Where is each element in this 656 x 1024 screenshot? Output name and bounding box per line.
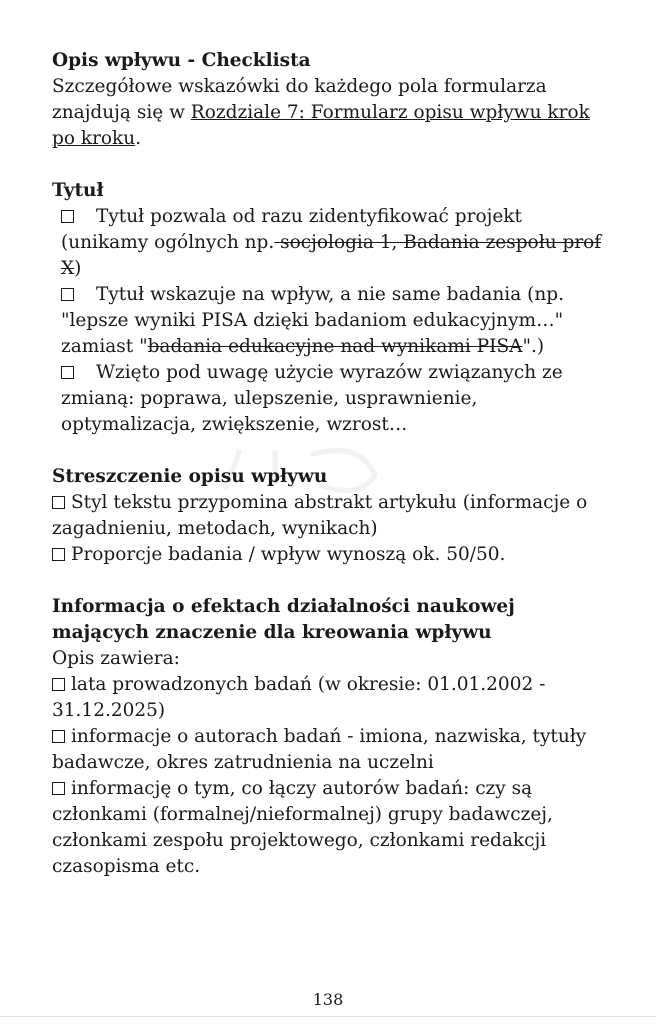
checkbox-icon[interactable] xyxy=(52,548,65,561)
checkbox-icon[interactable] xyxy=(52,730,65,743)
checklist-item: lata prowadzonych badań (w okresie: 01.01.2002 - 31.12.2025) xyxy=(52,674,546,721)
checkbox-icon[interactable] xyxy=(52,496,65,509)
section-streszczenie xyxy=(52,464,612,568)
checklist-item: informacje o autorach badań - imiona, nazwiska, tytuły badawcze, okres zatrudnienia na uczelni xyxy=(52,726,587,773)
checkbox-icon[interactable] xyxy=(61,210,74,223)
checkbox-icon[interactable] xyxy=(52,782,65,795)
section-title: Informacja o efektach działalności naukowej mających znaczenie dla kreowania wpływu xyxy=(52,596,515,643)
checklist-item: Styl tekstu przypomina abstrakt artykułu (informacje o zagadnieniu, metodach, wynikach) xyxy=(52,492,588,539)
page-number: 138 xyxy=(312,990,344,1009)
intro-paragraph: Szczegółowe wskazówki do każdego pola formularza znajdują się w Rozdziale 7: Formularz opisu wpływu krok po kroku. xyxy=(52,76,590,149)
document-page xyxy=(52,48,612,880)
chapter-link[interactable]: Rozdziale 7: Formularz opisu wpływu krok po kroku xyxy=(52,102,590,149)
section-title: Streszczenie opisu wpływu xyxy=(52,466,328,487)
section-title: Tytuł xyxy=(52,180,104,201)
section-title: Opis wpływu - Checklista xyxy=(52,50,311,71)
bottom-divider xyxy=(0,1016,656,1017)
checkbox-icon[interactable] xyxy=(61,366,74,379)
struck-example: badania edukacyjne nad wynikami PISA xyxy=(147,336,523,357)
lead-text: Opis zawiera: xyxy=(52,648,180,669)
section-informacja xyxy=(52,594,612,880)
struck-example: socjologia 1, Badania zespołu prof X xyxy=(61,232,602,279)
section-tytul xyxy=(52,178,612,438)
checkbox-icon[interactable] xyxy=(61,288,74,301)
checklist-item: Proporcje badania / wpływ wynoszą ok. 50/50. xyxy=(52,542,612,568)
section-opis-wplywu xyxy=(52,48,612,152)
checklist-item: Tytuł pozwala od razu zidentyfikować projekt (unikamy ogólnych np. socjologia 1, Badania zespołu prof X) xyxy=(61,206,602,279)
checklist-item: informację o tym, co łączy autorów badań: czy są członkami (formalnej/nieformalnej) grupy badawczej, członkami zespołu projektowego, członkami redakcji czasopisma etc. xyxy=(52,778,553,877)
checklist-item: Tytuł wskazuje na wpływ, a nie same badania (np. "lepsze wyniki PISA dzięki badaniom edukacyjnym…" zamiast "badania edukacyjne nad wynikami PISA".) xyxy=(61,284,564,357)
checkbox-icon[interactable] xyxy=(52,678,65,691)
checklist-item: Wzięto pod uwagę użycie wyrazów związanych ze zmianą: poprawa, ulepszenie, usprawnienie, optymalizacja, zwiększenie, wzrost… xyxy=(61,362,563,435)
